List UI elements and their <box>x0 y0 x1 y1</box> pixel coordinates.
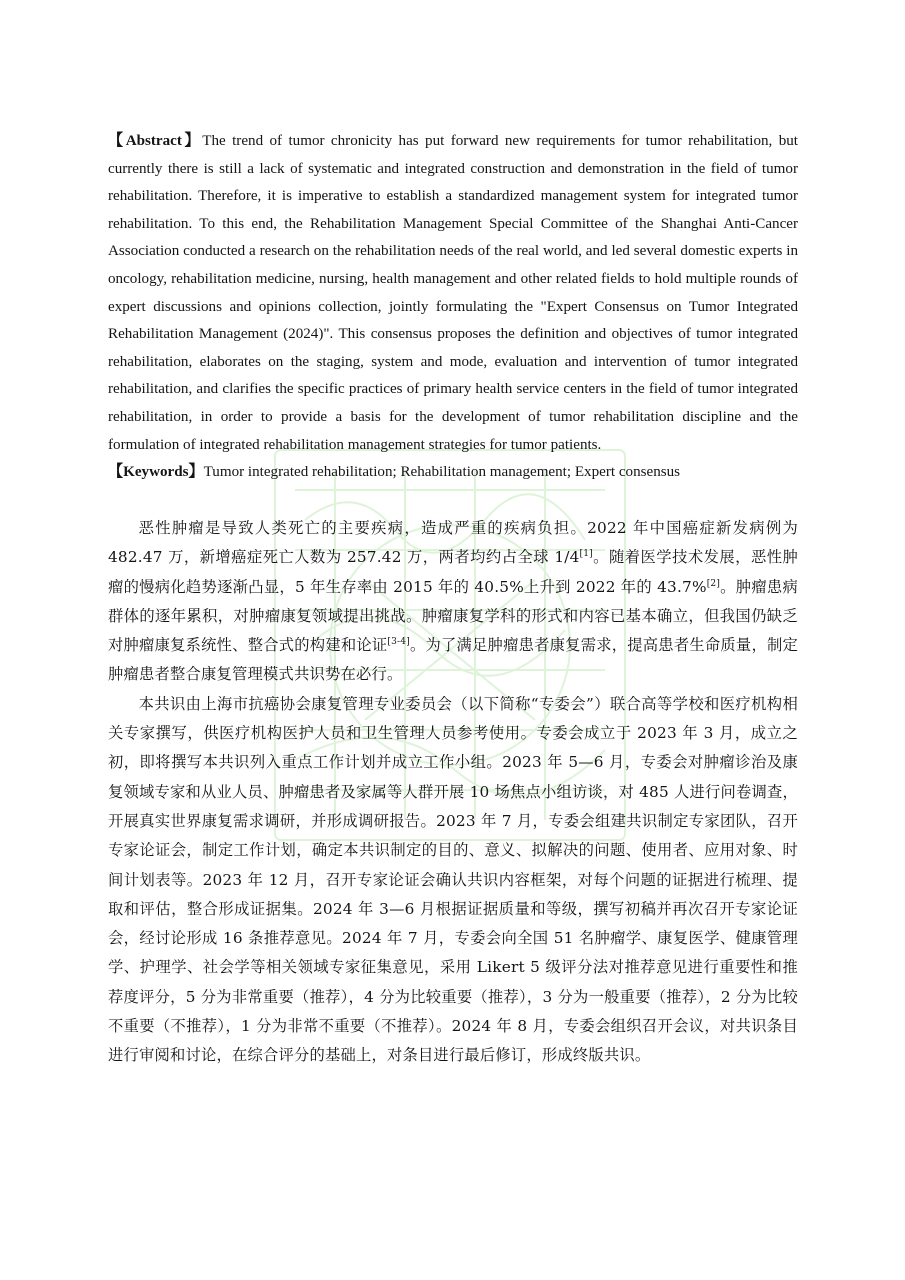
citation-3-4[interactable]: [3-4] <box>387 637 410 648</box>
p1-text-1: 恶性肿瘤是导致人类死亡的主要疾病，造成严重的疾病负担。2022 年中国癌症新发病例为 482.47 万，新增癌症死亡人数为 257.42 万，两者均约占全球 1/4 <box>108 519 798 567</box>
abstract-label: 【Abstract】 <box>108 133 203 149</box>
keywords-paragraph <box>108 459 798 487</box>
abstract-text: The trend of tumor chronicity has put forward new requirements for tumor rehabilitation, but currently there is still a lack of systematic and integrated construction and demonstration in the field of tumor rehabilitation. Therefore, it is imperative to establish a standardized management system for integrated tumor rehabilitation. To this end, the Rehabilitation Management Special Committee of the Shanghai Anti-Cancer Association conducted a research on the rehabilitation needs of the real world, and led several domestic experts in oncology, rehabilitation medicine, nursing, health management and other related fields to hold multiple rounds of expert discussions and opinions collection, jointly formulating the "Expert Consensus on Tumor Integrated Rehabilitation Management (2024)". This consensus proposes the definition and objectives of tumor integrated rehabilitation, elaborates on the staging, system and mode, evaluation and intervention of tumor integrated rehabilitation, and clarifies the specific practices of primary health service centers in the field of tumor integrated rehabilitation, in order to provide a basis for the development of tumor rehabilitation discipline and the formulation of integrated rehabilitation management strategies for tumor patients. <box>108 133 798 453</box>
citation-1[interactable]: [1] <box>579 549 593 560</box>
p1-text-4: 。为了满足肿瘤患者康复需求，提高患者生命质量，制定肿瘤患者整合康复管理模式共识势在必行。 <box>108 636 798 684</box>
citation-2[interactable]: [2] <box>706 578 721 589</box>
body-paragraph-2: 本共识由上海市抗癌协会康复管理专业委员会（以下简称“专委会”）联合高等学校和医疗机构相关专家撰写，供医疗机构医护人员和卫生管理人员参考使用。专委会成立于 2023 年 3 月，成立之初，即将撰写本共识列入重点工作计划并成立工作小组。2023 年 5—6 月，专委会对肿瘤诊治及康复领域专家和从业人员、肿瘤患者及家属等人群开展 10 场焦点小组访谈，对 485 人进行问卷调查，开展真实世界康复需求调研，并形成调研报告。2023 年 7 月，专委会组建共识制定专家团队，召开专家论证会，制定工作计划，确定本共识制定的目的、意义、拟解决的问题、使用者、应用对象、时间计划表等。2023 年 12 月，召开专家论证会确认共识内容框架，对每个问题的证据进行梳理、提取和评估，整合形成证据集。2024 年 3—6 月根据证据质量和等级，撰写初稿并再次召开专家论证会，经讨论形成 16 条推荐意见。2024 年 7 月，专委会向全国 51 名肿瘤学、康复医学、健康管理学、护理学、社会学等相关领域专家征集意见，采用 Likert 5 级评分法对推荐意见进行重要性和推荐度评分，5 分为非常重要（推荐），4 分为比较重要（推荐），3 分为一般重要（推荐），2 分为比较不重要（不推荐），1 分为非常不重要（不推荐）。2024 年 8 月，专委会组织召开会议，对共识条目进行审阅和讨论，在综合评分的基础上，对条目进行最后修订，形成终版共识。 <box>108 694 798 1065</box>
p1-text-2: 。随着医学技术发展，恶性肿瘤的慢病化趋势逐渐凸显，5 年生存率由 2015 年的 40.5%上升到 2022 年的 43.7% <box>108 548 798 596</box>
keywords-label: 【Keywords】 <box>108 464 204 481</box>
body-section <box>108 514 798 1071</box>
abstract-section <box>108 128 798 487</box>
body-paragraph-1 <box>108 514 798 690</box>
abstract-paragraph <box>108 128 798 459</box>
p1-text-3: 。肿瘤患病群体的逐年累积，对肿瘤康复领域提出挑战。肿瘤康复学科的形式和内容已基本确立，但我国仍缺乏对肿瘤康复系统性、整合式的构建和论证 <box>108 577 798 655</box>
keywords-text: Tumor integrated rehabilitation; Rehabilitation management; Expert consensus <box>203 464 681 481</box>
